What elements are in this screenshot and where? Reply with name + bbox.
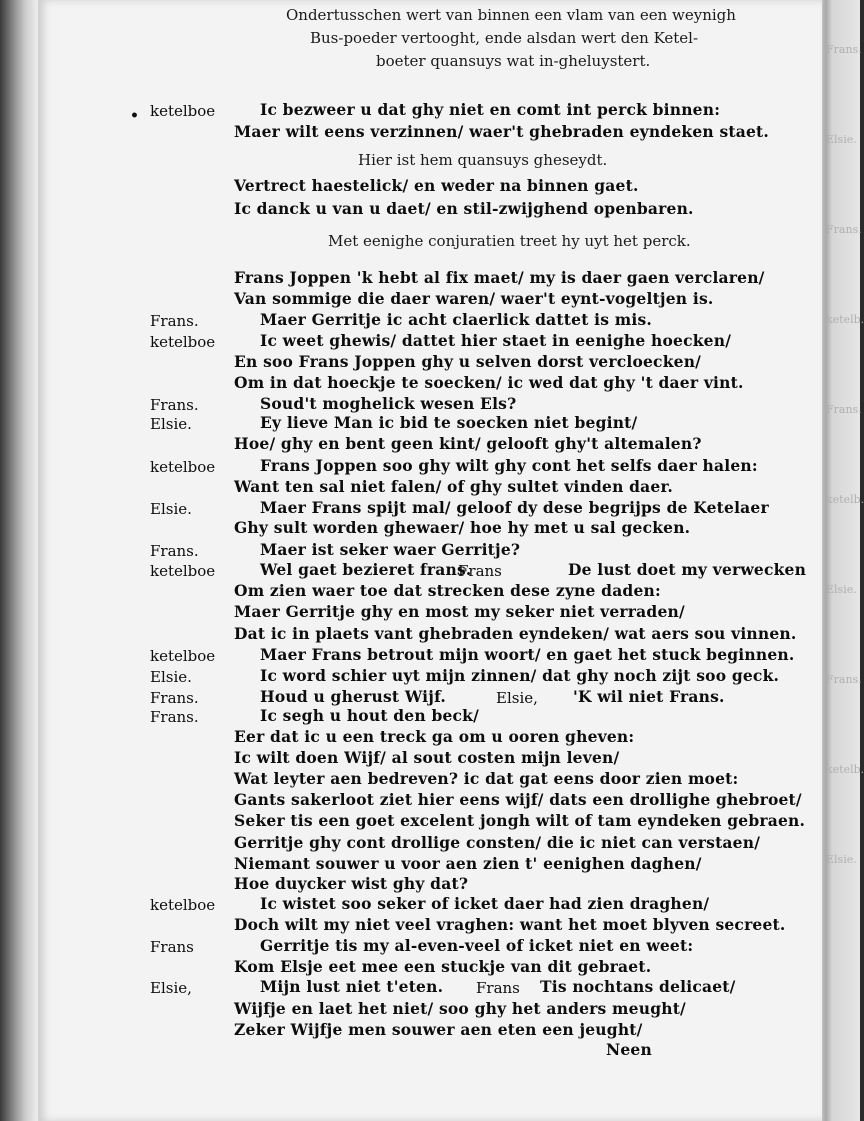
verse-line: Maer Gerritje ic acht claerlick dattet is mis. (260, 310, 652, 329)
verse-line: Ic weet ghewis/ dattet hier staet in eenighe hoecken/ (260, 331, 732, 350)
bleed-word: Elsie. (826, 853, 857, 866)
verse-line: Wat leyter aen bedreven? ic dat gat eens door zien moet: (234, 769, 739, 788)
bleed-word: Frans. (826, 43, 862, 56)
verse-line: Ghy sult worden ghewaer/ hoe hy met u sal gecken. (234, 518, 691, 537)
verse-line: Frans Joppen 'k hebt al fix maet/ my is daer gaen verclaren/ (234, 268, 765, 287)
left-scan-edge (0, 0, 40, 1121)
verse-line: Maer wilt eens verzinnen/ waer't ghebraden eyndeken staet. (234, 122, 770, 141)
verse-line: Zeker Wijfje men souwer aen eten een jeught/ (234, 1020, 643, 1039)
speaker-label: Elsie. (150, 668, 192, 686)
verse-line: Mijn lust niet t'eten. (260, 977, 444, 996)
inline-speaker-label: Frans (476, 979, 520, 997)
verse-line: Ic wistet soo seker of icket daer had zien draghen/ (260, 894, 710, 913)
book-page (38, 0, 822, 1121)
verse-line: Niemant souwer u voor aen zien t' eenighen daghen/ (234, 854, 702, 873)
verse-line: Om zien waer toe dat strecken dese zyne daden: (234, 581, 661, 600)
verse-line: Soud't moghelick wesen Els? (260, 394, 517, 413)
bleed-word: Frans. (826, 673, 862, 686)
verse-line: Want ten sal niet falen/ of ghy sultet vinden daer. (234, 477, 674, 496)
bleed-word: ketelb. (826, 493, 864, 506)
verse-line: Vertrect haestelick/ en weder na binnen gaet. (234, 176, 639, 195)
bleed-word: Frans. (826, 223, 862, 236)
speaker-label: ketelboe (150, 562, 216, 580)
verse-line: Doch wilt my niet veel vraghen: want het moet blyven secreet. (234, 915, 786, 934)
verse-line: Ic segh u hout den beck/ (260, 706, 479, 725)
speaker-label: Frans. (150, 689, 199, 707)
verse-line: Hoe/ ghy en bent geen kint/ gelooft ghy't altemalen? (234, 434, 702, 453)
verse-line: Ic word schier uyt mijn zinnen/ dat ghy noch zijt soo geck. (260, 666, 780, 685)
verse-line: Gerritje tis my al-even-veel of icket niet en weet: (260, 936, 694, 955)
inline-verse-text: De lust doet my verwecken (568, 560, 807, 579)
bleed-word: ketelb. (826, 313, 864, 326)
verse-line: Frans Joppen soo ghy wilt ghy cont het selfs daer halen: (260, 456, 758, 475)
verse-line: Maer Frans spijt mal/ geloof dy dese begrijps de Ketelaer (260, 498, 769, 517)
verse-line: Gerritje ghy cont drollige consten/ die ic niet can verstaen/ (234, 833, 761, 852)
speaker-label: ketelboe (150, 647, 216, 665)
speaker-label: ketelboe (150, 458, 216, 476)
speaker-label: Elsie, (150, 979, 192, 997)
verse-line: Wijfje en laet het niet/ soo ghy het anders meught/ (234, 999, 686, 1018)
verse-line: Maer Gerritje ghy en most my seker niet verraden/ (234, 602, 685, 621)
inline-speaker-label: Frans (458, 562, 502, 580)
stage-header-line-3: boeter quansuys wat in-gheluystert. (376, 52, 651, 70)
speaker-label: Frans. (150, 312, 199, 330)
verse-line: Ey lieve Man ic bid te soecken niet begint/ (260, 413, 638, 432)
bleed-word: Elsie. (826, 133, 857, 146)
verse-line: Kom Elsje eet mee een stuckje van dit gebraet. (234, 957, 652, 976)
verse-line: En soo Frans Joppen ghy u selven dorst vercloecken/ (234, 352, 702, 371)
margin-mark: • (130, 108, 139, 124)
bleed-word: Frans. (826, 403, 862, 416)
speaker-label: ketelboe (150, 333, 216, 351)
speaker-label: Elsie. (150, 500, 192, 518)
bleed-word: Elsie. (826, 583, 857, 596)
speaker-label: ketelboe (150, 102, 216, 120)
speaker-label: Frans. (150, 708, 199, 726)
verse-line: Van sommige die daer waren/ waer't eynt-vogeltjen is. (234, 289, 714, 308)
verse-line: Maer Frans betrout mijn woort/ en gaet het stuck beginnen. (260, 645, 795, 664)
speaker-label: Frans. (150, 396, 199, 414)
bleed-word: ketelb. (826, 763, 864, 776)
verse-line: Houd u gherust Wijf. (260, 687, 446, 706)
verse-line: Ic danck u van u daet/ en stil-zwijghend openbaren. (234, 199, 694, 218)
stage-direction: Hier ist hem quansuys gheseydt. (358, 151, 608, 169)
speaker-label: Frans. (150, 542, 199, 560)
verse-line: Dat ic in plaets vant ghebraden eyndeken/ wat aers sou vinnen. (234, 624, 797, 643)
inline-verse-text: Tis nochtans delicaet/ (540, 977, 736, 996)
verse-line: Maer ist seker waer Gerritje? (260, 540, 521, 559)
stage-header-line-1: Ondertusschen wert van binnen een vlam van een weynigh (286, 6, 736, 24)
speaker-label: ketelboe (150, 896, 216, 914)
verse-line: Wel gaet bezieret frans. (260, 560, 472, 579)
right-scan-edge (820, 0, 864, 1121)
verse-line: Gants sakerloot ziet hier eens wijf/ dats een drollighe ghebroet/ (234, 790, 802, 809)
verse-line: Ic bezweer u dat ghy niet en comt int perck binnen: (260, 100, 721, 119)
speaker-label: Frans (150, 938, 194, 956)
verse-line: Ic wilt doen Wijf/ al sout costen mijn leven/ (234, 748, 620, 767)
speaker-label: Elsie. (150, 415, 192, 433)
catchword: Neen (606, 1040, 652, 1059)
verse-line: Seker tis een goet excelent jongh wilt of tam eyndeken gebraen. (234, 811, 806, 830)
verse-line: Hoe duycker wist ghy dat? (234, 874, 469, 893)
stage-header-line-2: Bus-poeder vertooght, ende alsdan wert den Ketel- (310, 29, 699, 47)
inline-verse-text: 'K wil niet Frans. (573, 687, 725, 706)
verse-line: Om in dat hoeckje te soecken/ ic wed dat ghy 't daer vint. (234, 373, 744, 392)
verse-line: Eer dat ic u een treck ga om u ooren gheven: (234, 727, 635, 746)
stage-direction: Met eenighe conjuratien treet hy uyt het perck. (328, 232, 691, 250)
facing-page-bleed (820, 0, 864, 1121)
inline-speaker-label: Elsie, (496, 689, 538, 707)
